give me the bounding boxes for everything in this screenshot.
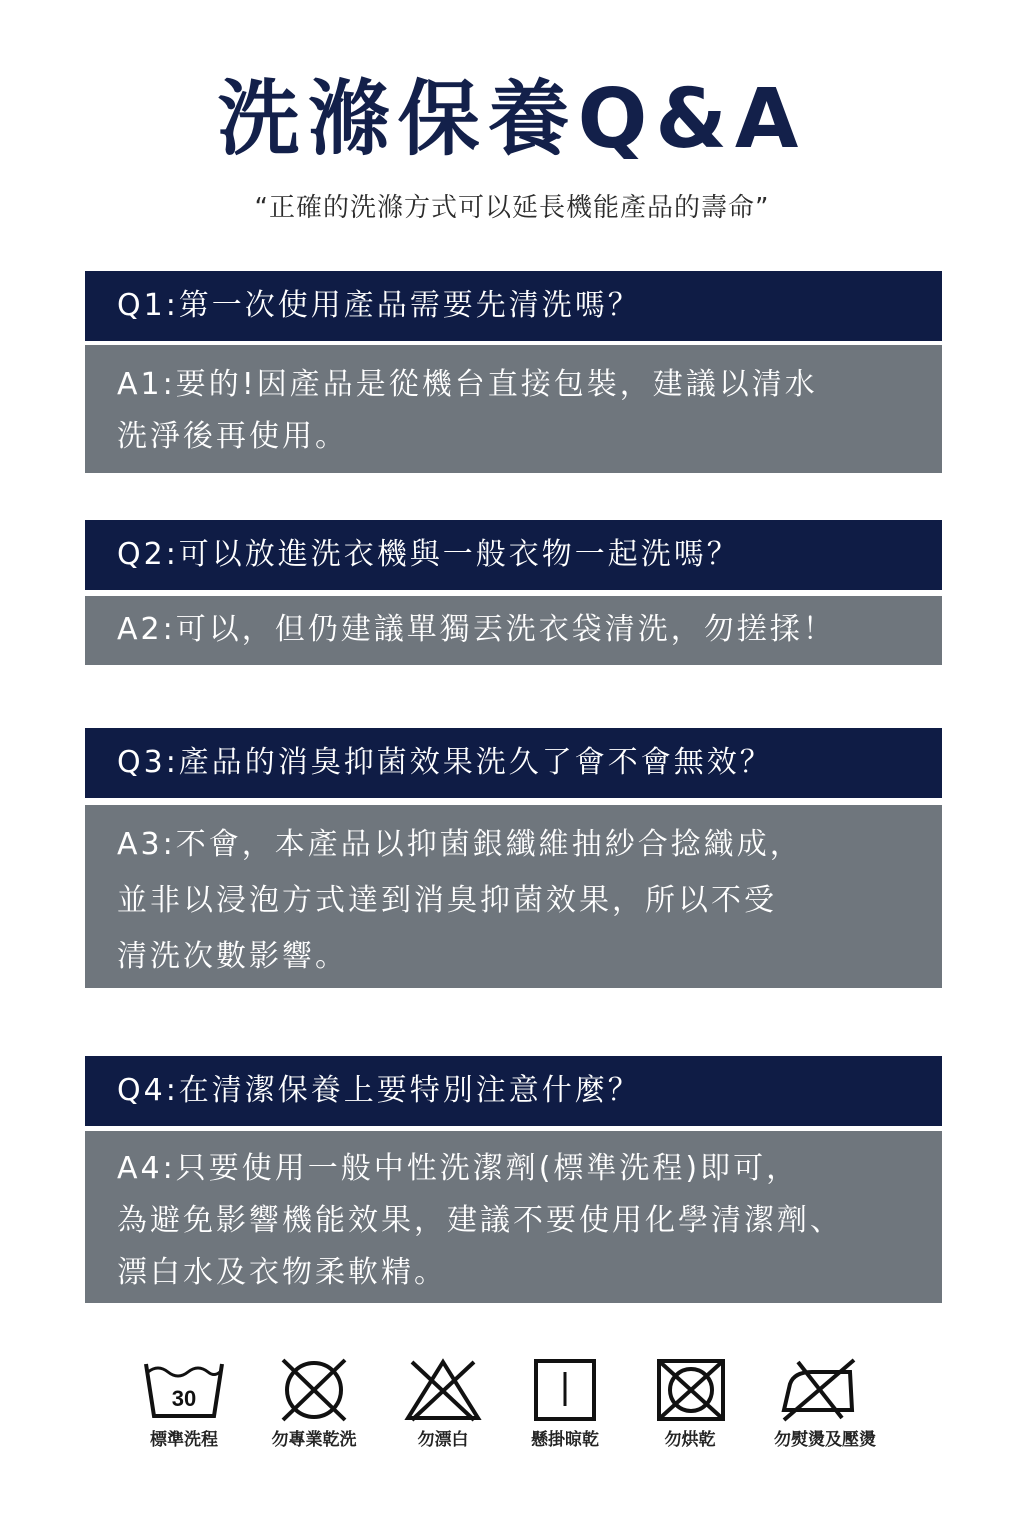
care-label-no-bleach: 勿漂白 (417, 1430, 469, 1450)
care-label-no-tumble-dry: 勿烘乾 (664, 1430, 716, 1450)
care-label-hang-dry: 懸掛晾乾 (531, 1430, 599, 1450)
answer-1-line-2: 洗淨後再使用。 (117, 419, 348, 454)
answer-3-line-2: 並非以浸泡方式達到消臭抑菌效果，所以不受 (117, 883, 777, 918)
answer-1 (85, 345, 942, 473)
question-4: Q4:在清潔保養上要特別注意什麼？ (85, 1056, 942, 1126)
no-iron-icon (778, 1358, 858, 1422)
hang-dry-icon (533, 1358, 597, 1422)
question-2: Q2:可以放進洗衣機與一般衣物一起洗嗎？ (85, 520, 942, 590)
answer-3-line-3: 清洗次數影響。 (117, 939, 348, 974)
no-bleach-icon (404, 1358, 482, 1422)
answer-4 (85, 1131, 942, 1303)
wash-30-icon (142, 1358, 226, 1422)
no-tumble-dry-icon (655, 1358, 727, 1422)
answer-3 (85, 805, 942, 988)
care-label-wash: 標準洗程 (150, 1430, 218, 1450)
answer-3-line-1: A3:不會，本產品以抑菌銀纖維抽紗合捻織成， (117, 827, 803, 862)
page-subtitle: “正確的洗滌方式可以延長機能產品的壽命” (254, 193, 770, 223)
answer-2-line-1: A2:可以，但仍建議單獨丟洗衣袋清洗，勿搓揉！ (117, 612, 836, 647)
answer-4-line-3: 漂白水及衣物柔軟精。 (117, 1255, 447, 1290)
answer-2 (85, 596, 942, 665)
question-1: Q1:第一次使用產品需要先清洗嗎？ (85, 271, 942, 341)
care-label-no-iron: 勿熨燙及壓燙 (774, 1430, 876, 1450)
answer-4-line-1: A4:只要使用一般中性洗潔劑(標準洗程)即可， (117, 1151, 800, 1186)
answer-4-line-2: 為避免影響機能效果，建議不要使用化學清潔劑、 (117, 1203, 843, 1238)
question-3: Q3:產品的消臭抑菌效果洗久了會不會無效？ (85, 728, 942, 798)
no-dry-clean-icon (277, 1358, 351, 1422)
page-title: 洗滌保養Q&A (217, 72, 807, 167)
answer-1-line-1: A1:要的!因產品是從機台直接包裝，建議以清水 (117, 367, 818, 402)
care-label-no-dry-clean: 勿專業乾洗 (271, 1430, 357, 1450)
wash-temp-text: 30 (171, 1386, 197, 1411)
